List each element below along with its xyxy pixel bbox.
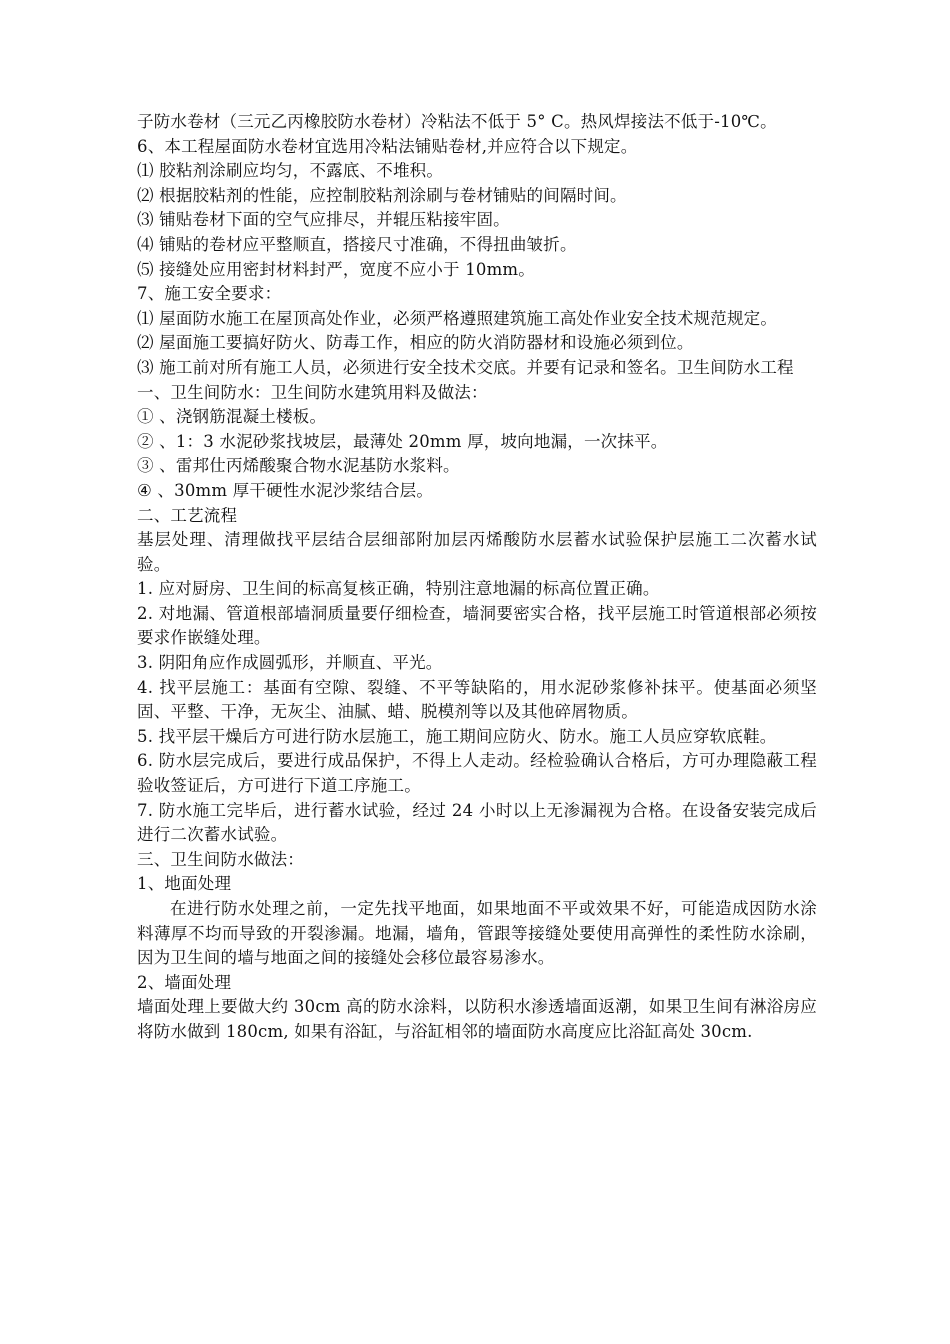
paragraph-4: ⑵ 根据胶粘剂的性能，应控制胶粘剂涂刷与卷材铺贴的间隔时间。 (137, 185, 627, 205)
paragraph-1: 子防水卷材（三元乙丙橡胶防水卷材）冷粘法不低于 5° C。热风焊接法不低于-10℃。 (137, 112, 777, 131)
paragraph-15: ③ 、雷邦仕丙烯酸聚合物水泥基防水浆料。 (137, 456, 460, 476)
paragraph-23: 5. 找平层干燥后方可进行防水层施工，施工期间应防火、防水。施工人员应穿软底鞋。 (137, 726, 777, 746)
paragraph-13: ① 、浇钢筋混凝土楼板。 (137, 407, 327, 427)
paragraph-2: 6、本工程屋面防水卷材宜选用冷粘法铺贴卷材,并应符合以下规定。 (137, 136, 638, 156)
document-body (137, 110, 817, 1045)
paragraph-9: ⑴ 屋面防水施工在屋顶高处作业，必须严格遵照建筑施工高处作业安全技术规范规定。 (137, 308, 778, 328)
paragraph-24: 6. 防水层完成后，要进行成品保护，不得上人走动。经检验确认合格后，方可办理隐蔽工程验收签证后，方可进行下道工序施工。 (137, 751, 817, 796)
paragraph-17: 二、工艺流程 (137, 505, 238, 525)
paragraph-30: 墙面处理上要做大约 30cm 高的防水涂料，以防积水渗透墙面返潮，如果卫生间有淋浴房应将防水做到 180cm, 如果有浴缸，与浴缸相邻的墙面防水高度应比浴缸高处 30cm. (137, 997, 817, 1041)
paragraph-27: 1、地面处理 (137, 874, 232, 894)
paragraph-12: 一、卫生间防水：卫生间防水建筑用料及做法： (137, 382, 488, 402)
paragraph-20: 2. 对地漏、管道根部墙洞质量要仔细检查，墙洞要密实合格，找平层施工时管道根部必须按要求作嵌缝处理。 (137, 603, 817, 648)
paragraph-10: ⑵ 屋面施工要搞好防火、防毒工作，相应的防火消防器材和设施必须到位。 (137, 333, 694, 353)
paragraph-29: 2、墙面处理 (137, 972, 232, 992)
paragraph-14: ② 、1：3 水泥砂浆找坡层，最薄处 20mm 厚，坡向地漏，一次抹平。 (137, 431, 668, 451)
paragraph-7: ⑸ 接缝处应用密封材料封严，宽度不应小于 10mm。 (137, 259, 535, 279)
paragraph-21: 3. 阴阳角应作成圆弧形，并顺直、平光。 (137, 653, 443, 673)
paragraph-3: ⑴ 胶粘剂涂刷应均匀，不露底、不堆积。 (137, 161, 444, 181)
paragraph-8: 7、施工安全要求： (137, 284, 282, 304)
paragraph-11: ⑶ 施工前对所有施工人员，必须进行安全技术交底。并要有记录和签名。卫生间防水工程 (137, 357, 794, 377)
paragraph-16: ④ 、30mm 厚干硬性水泥沙浆结合层。 (137, 480, 434, 500)
paragraph-5: ⑶ 铺贴卷材下面的空气应排尽，并辊压粘接牢固。 (137, 210, 510, 230)
paragraph-6: ⑷ 铺贴的卷材应平整顺直，搭接尺寸准确，不得扭曲皱折。 (137, 234, 577, 254)
paragraph-19: 1. 应对厨房、卫生间的标高复核正确，特别注意地漏的标高位置正确。 (137, 579, 660, 599)
paragraph-22: 4. 找平层施工：基面有空隙、裂缝、不平等缺陷的，用水泥砂浆修补抹平。使基面必须坚固、平整、干净，无灰尘、油腻、蜡、脱模剂等以及其他碎屑物质。 (137, 677, 817, 722)
paragraph-28: 在进行防水处理之前，一定先找平地面，如果地面不平或效果不好，可能造成因防水涂料薄厚不均而导致的开裂渗漏。地漏，墙角，管跟等接缝处要使用高弹性的柔性防水涂刷，因为卫生间的墙与地面之间的接缝处会移位最容易渗水。 (137, 899, 817, 968)
paragraph-26: 三、卫生间防水做法： (137, 849, 304, 869)
paragraph-25: 7. 防水施工完毕后，进行蓄水试验，经过 24 小时以上无渗漏视为合格。在设备安装完成后进行二次蓄水试验。 (137, 800, 817, 845)
paragraph-18: 基层处理、清理做找平层结合层细部附加层丙烯酸防水层蓄水试验保护层施工二次蓄水试验。 (137, 530, 817, 574)
